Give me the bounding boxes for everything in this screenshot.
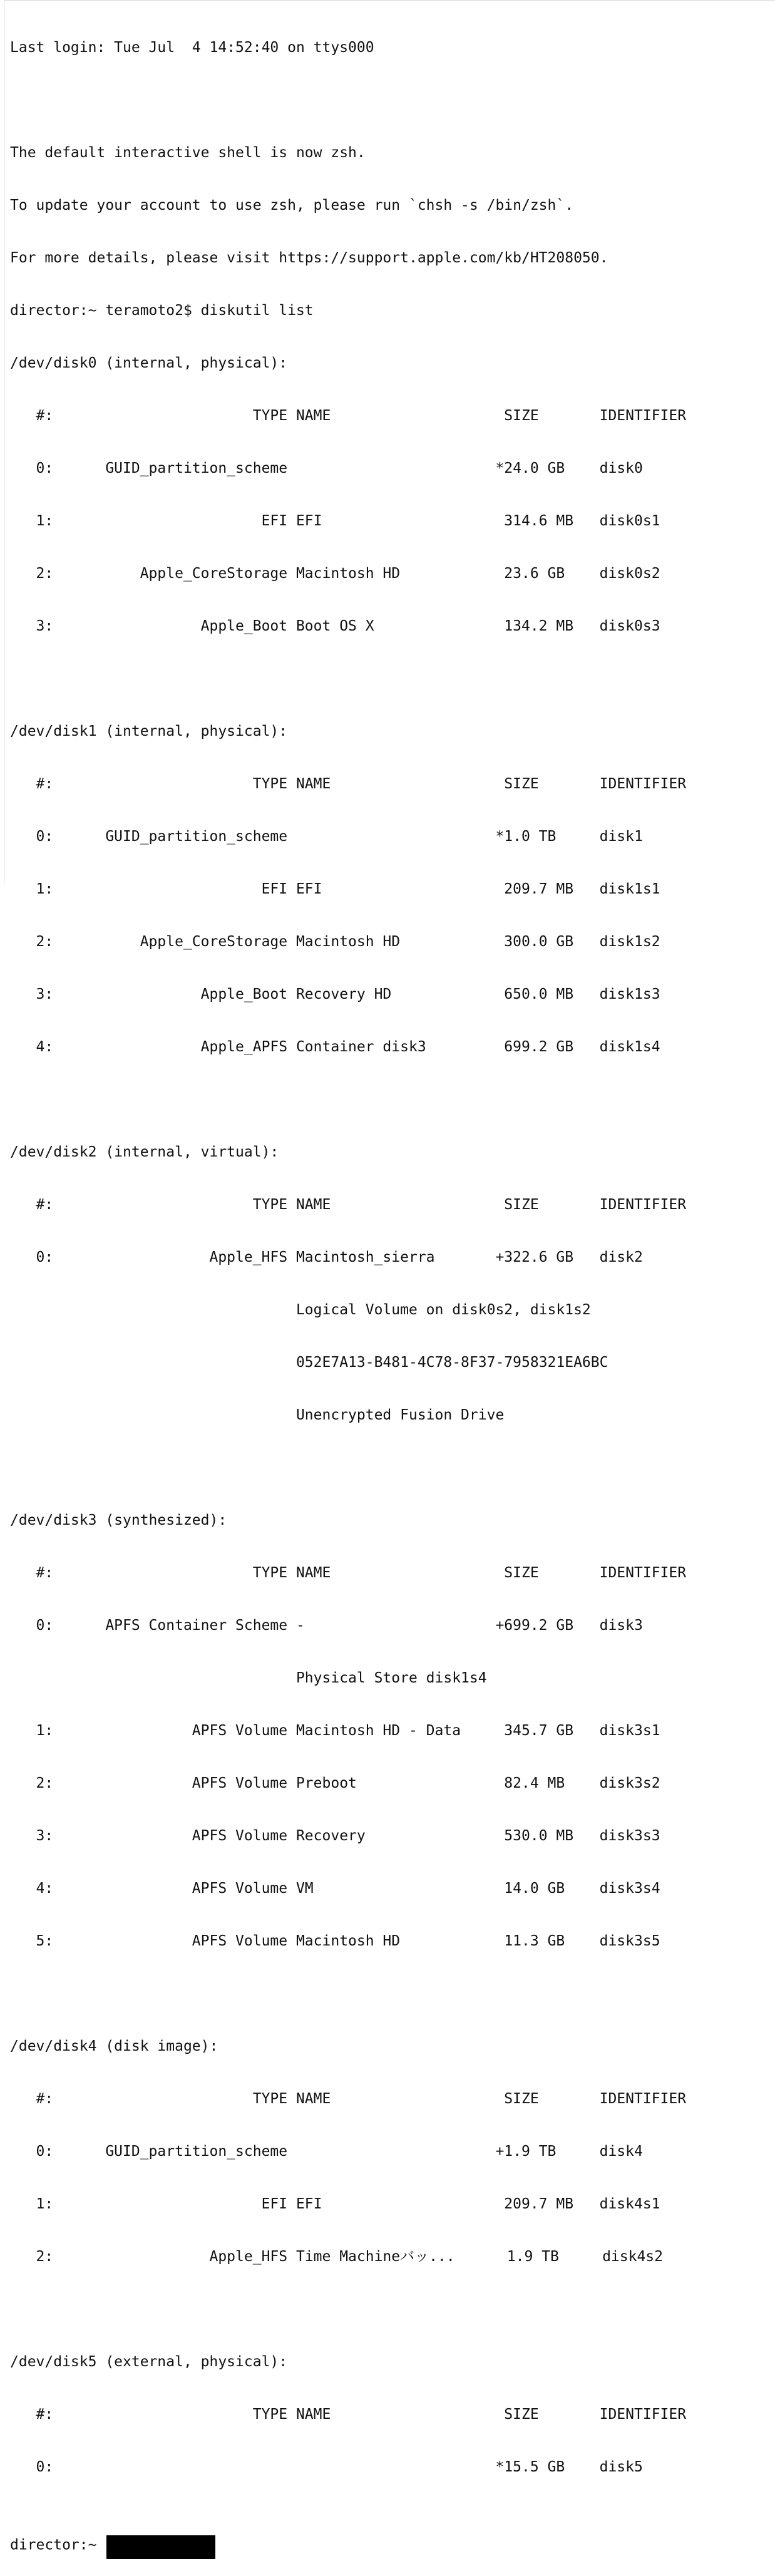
disk-header: /dev/disk5 (external, physical): [10,2354,288,2370]
terminal-line: To update your account to use zsh, please run `chsh -s /bin/zsh`. [10,197,574,214]
window-top-border [4,0,775,1]
table-row: 4: APFS Volume VM 14.0 GB disk3s4 [10,1880,660,1897]
disk-header: /dev/disk0 (internal, physical): [10,355,288,371]
redacted-input-block [106,2535,215,2559]
table-row-detail: Unencrypted Fusion Drive [10,1407,505,1423]
table-row: 3: Apple_Boot Boot OS X 134.2 MB disk0s3 [10,618,660,634]
command-line: director:~ teramoto2$ diskutil list [10,302,314,319]
table-row: 0: APFS Container Scheme - +699.2 GB disk3 [10,1617,643,1634]
table-row-detail: Logical Volume on disk0s2, disk1s2 [10,1302,591,1318]
table-header: #: TYPE NAME SIZE IDENTIFIER [10,1565,687,1581]
terminal-line [10,1459,771,1476]
terminal-line: For more details, please visit https://support.apple.com/kb/HT208050. [10,250,608,266]
table-row: 5: APFS Volume Macintosh HD 11.3 GB disk3s5 [10,1933,660,1949]
table-row: 2: Apple_HFS Time Machineバッ... 1.9 TB disk4s2 [10,2249,663,2265]
table-row: 0: GUID_partition_scheme *1.0 TB disk1 [10,828,643,845]
table-row: 3: Apple_Boot Recovery HD 650.0 MB disk1s3 [10,986,660,1002]
table-header: #: TYPE NAME SIZE IDENTIFIER [10,2406,687,2423]
table-row: 1: EFI EFI 209.7 MB disk4s1 [10,2196,660,2212]
disk-header: /dev/disk3 (synthesized): [10,1512,227,1528]
table-row: 4: Apple_APFS Container disk3 699.2 GB disk1s4 [10,1039,660,1055]
table-row: 0: GUID_partition_scheme *24.0 GB disk0 [10,460,643,477]
table-header: #: TYPE NAME SIZE IDENTIFIER [10,776,687,792]
table-row-detail: Physical Store disk1s4 [10,1670,487,1686]
table-row: 2: Apple_CoreStorage Macintosh HD 23.6 GB disk0s2 [10,565,660,582]
table-row: 1: APFS Volume Macintosh HD - Data 345.7 GB disk3s1 [10,1723,660,1739]
disk-header: /dev/disk4 (disk image): [10,2038,218,2054]
table-row: 0: *15.5 GB disk5 [10,2459,643,2475]
terminal-line: The default interactive shell is now zsh. [10,145,366,161]
table-row: 0: GUID_partition_scheme +1.9 TB disk4 [10,2143,643,2160]
shell-prompt: director:~ [10,2537,97,2553]
terminal-output[interactable] [10,4,771,2576]
table-header: #: TYPE NAME SIZE IDENTIFIER [10,2091,687,2107]
table-row: 1: EFI EFI 314.6 MB disk0s1 [10,513,660,529]
prompt-line[interactable] [10,2533,771,2558]
table-header: #: TYPE NAME SIZE IDENTIFIER [10,1197,687,1213]
table-row-detail: 052E7A13-B481-4C78-8F37-7958321EA6BC [10,1354,608,1371]
table-row: 2: APFS Volume Preboot 82.4 MB disk3s2 [10,1775,660,1791]
table-row: 2: Apple_CoreStorage Macintosh HD 300.0 GB disk1s2 [10,934,660,950]
table-row: 1: EFI EFI 209.7 MB disk1s1 [10,881,660,897]
disk-header: /dev/disk2 (internal, virtual): [10,1144,279,1160]
terminal-line [10,2300,771,2318]
terminal-line: Last login: Tue Jul 4 14:52:40 on ttys000 [10,39,374,56]
terminal-line [10,1985,771,2002]
terminal-line [10,91,771,109]
table-row: 0: Apple_HFS Macintosh_sierra +322.6 GB disk2 [10,1249,643,1265]
table-row: 3: APFS Volume Recovery 530.0 MB disk3s3 [10,1828,660,1844]
terminal-line [10,670,771,688]
terminal-line [10,1091,771,1108]
disk-header: /dev/disk1 (internal, physical): [10,723,288,739]
table-header: #: TYPE NAME SIZE IDENTIFIER [10,408,687,424]
